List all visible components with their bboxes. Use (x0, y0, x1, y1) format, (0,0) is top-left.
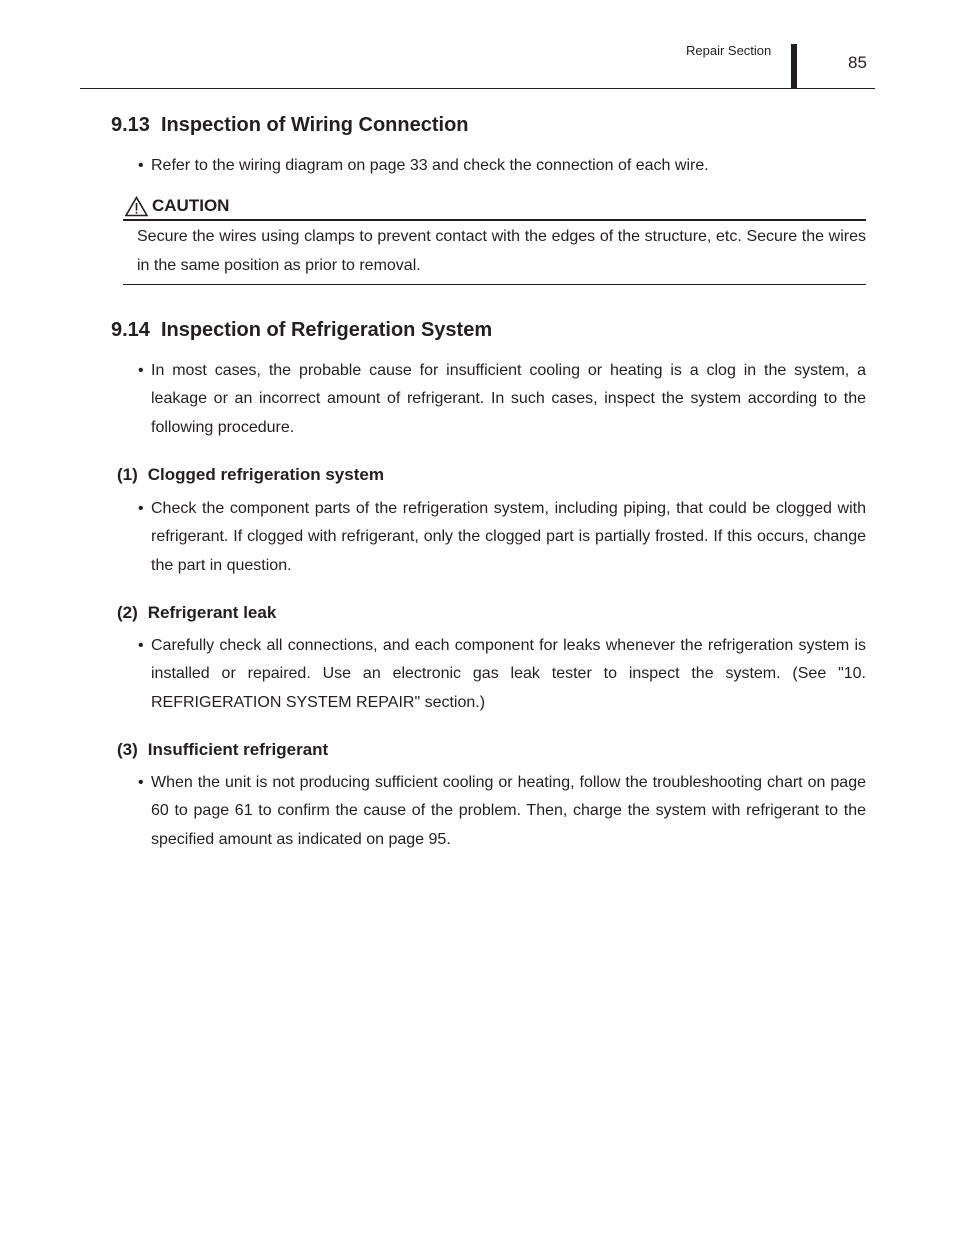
subsection-heading-1 (117, 465, 384, 485)
bullet-dot: • (138, 774, 144, 791)
bullet-text: Carefully check all connections, and each component for leaks whenever the refrigeration system is installed or repaired. Use an electronic gas leak tester to inspect the system. (See "10. REFRIGERATION SYSTEM REPAIR" section.) (151, 637, 866, 711)
leak-bullet (138, 632, 866, 717)
refrigeration-intro-bullet (138, 357, 866, 442)
subsection-title: Refrigerant leak (147, 603, 277, 622)
section-9-14-heading (111, 319, 492, 342)
caution-text: Secure the wires using clamps to prevent contact with the edges of the structure, etc. Secure the wires in the same position as prior to removal. (137, 227, 866, 274)
page-number: 85 (848, 53, 867, 72)
subsection-number: (1) (117, 465, 138, 484)
section-title: Inspection of Refrigeration System (160, 319, 493, 341)
subsection-heading-3 (117, 740, 328, 760)
bullet-dot: • (138, 157, 144, 174)
bullet-dot: • (138, 362, 144, 379)
caution-bottom-rule (123, 284, 866, 285)
caution-label: CAUTION (152, 196, 230, 215)
bullet-text: When the unit is not producing sufficient cooling or heating, follow the troubleshooting chart on page 60 to page 61 to confirm the cause of the problem. Then, charge the system with refrigerant to the specified amount as indicated on page 95. (151, 774, 866, 848)
subsection-number: (2) (117, 603, 138, 622)
bullet-text: Check the component parts of the refrigeration system, including piping, that could be clogged with refrigerant. If clogged with refrigerant, only the clogged part is partially frosted. If this occurs, change the part in question. (151, 500, 866, 574)
insufficient-bullet (138, 769, 866, 854)
bullet-text: In most cases, the probable cause for insufficient cooling or heating is a clog in the system, a leakage or an incorrect amount of refrigerant. In such cases, inspect the system according to the following procedure. (151, 362, 866, 436)
subsection-number: (3) (117, 740, 138, 759)
subsection-heading-2 (117, 603, 276, 623)
bullet-text: Refer to the wiring diagram on page 33 and check the connection of each wire. (151, 157, 709, 174)
subsection-title: Insufficient refrigerant (147, 740, 329, 759)
clogged-bullet (138, 495, 866, 580)
section-number: 9.13 (111, 114, 150, 136)
header-bar (791, 44, 797, 88)
caution-top-rule (123, 219, 866, 221)
subsection-title: Clogged refrigeration system (147, 465, 384, 484)
section-number: 9.14 (111, 319, 150, 341)
bullet-dot: • (138, 500, 144, 517)
section-9-13-heading (111, 114, 469, 137)
warning-icon (125, 196, 148, 217)
wiring-bullet (138, 152, 866, 180)
caution-header (123, 193, 866, 219)
bullet-dot: • (138, 637, 144, 654)
header-rule (80, 88, 875, 89)
section-title: Inspection of Wiring Connection (160, 114, 469, 136)
caution-box (123, 193, 866, 285)
header-section-label: Repair Section (686, 43, 772, 58)
